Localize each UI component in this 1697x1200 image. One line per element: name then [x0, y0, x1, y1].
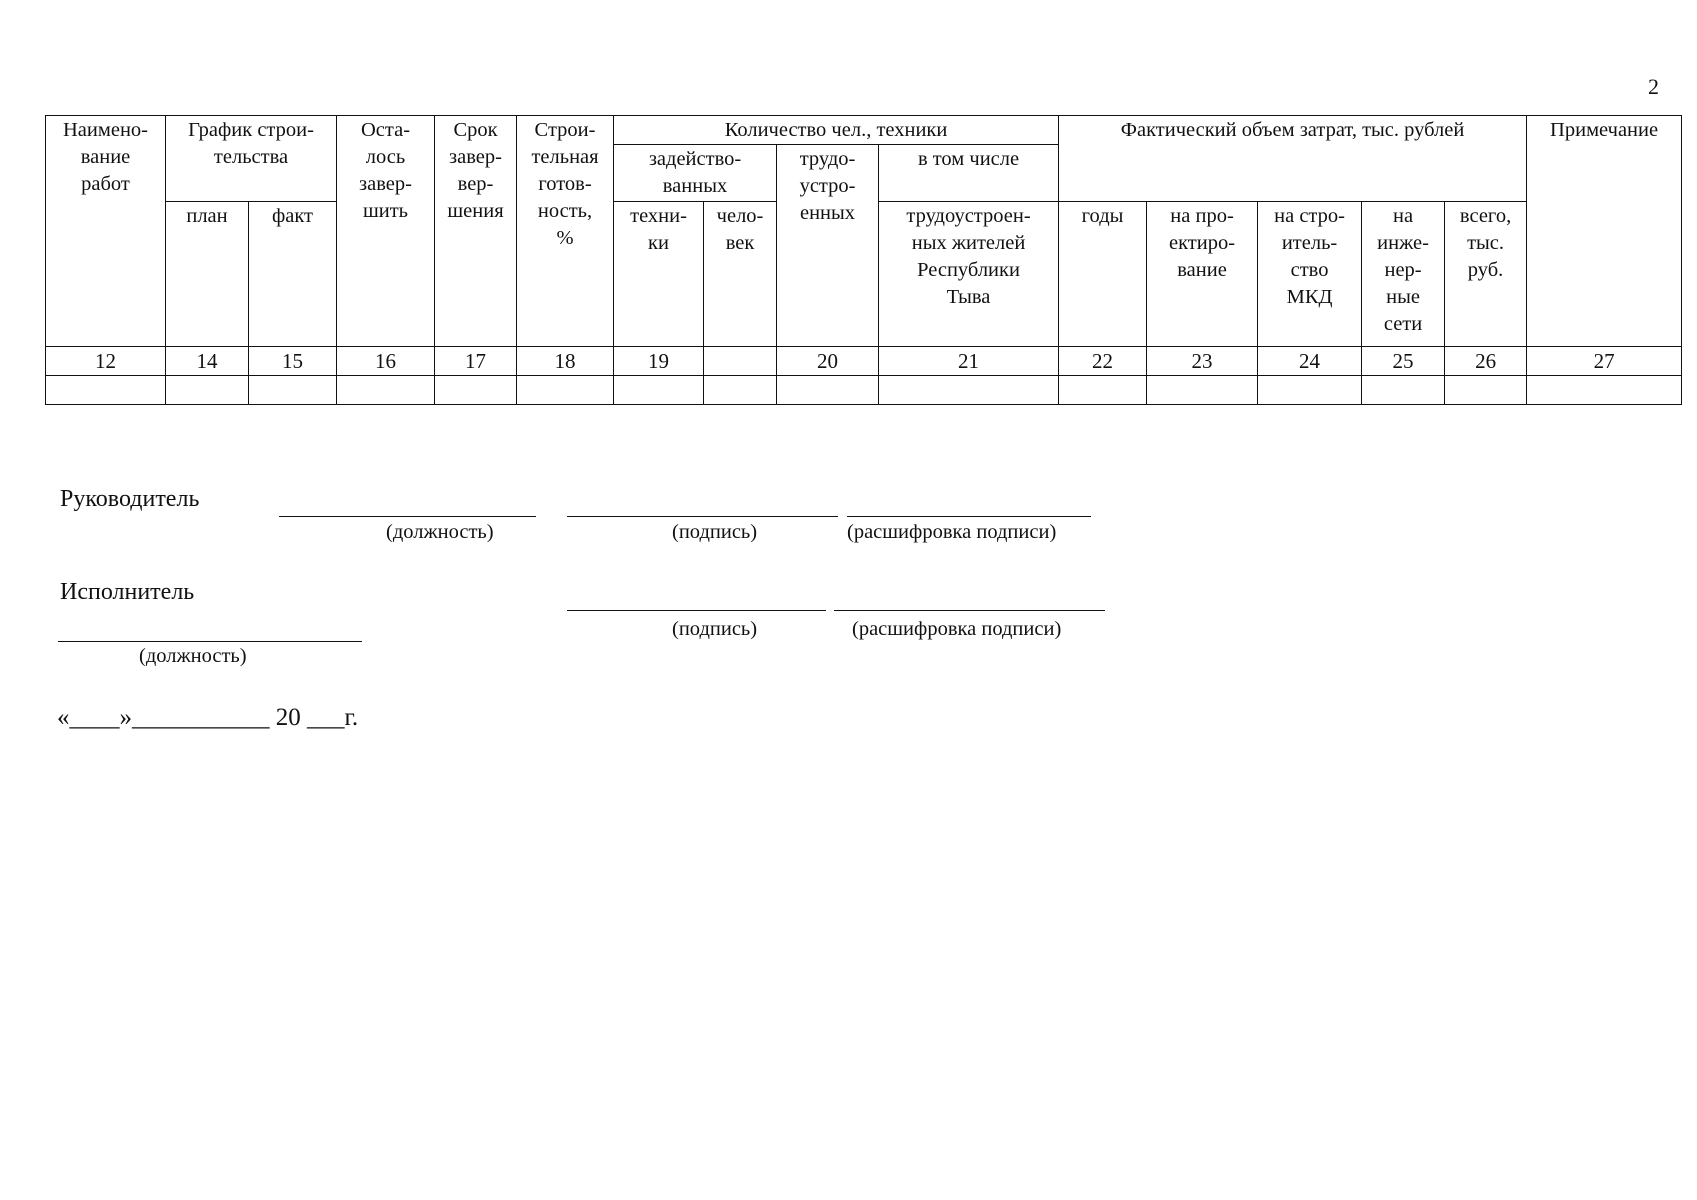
header-people-equipment-count: Количество чел., техники [614, 116, 1059, 145]
header-including: в том числе [879, 145, 1059, 202]
column-number: 17 [435, 347, 517, 376]
date-line[interactable]: «____»___________ 20 ___г. [57, 704, 359, 731]
header-construction-mkd: на стро- итель- ство МКД [1258, 202, 1362, 347]
column-number: 25 [1362, 347, 1445, 376]
empty-cell[interactable] [435, 376, 517, 405]
column-number: 12 [46, 347, 166, 376]
empty-cell[interactable] [166, 376, 249, 405]
empty-cell[interactable] [249, 376, 337, 405]
empty-data-row [46, 376, 1682, 405]
header-completion-term: Срок завер- вер- шения [435, 116, 517, 347]
head-decoding-caption: (расшифровка подписи) [847, 521, 1057, 543]
header-years: годы [1059, 202, 1147, 347]
header-people: чело- век [704, 202, 777, 347]
header-remaining: Оста- лось завер- шить [337, 116, 435, 347]
head-position-line[interactable] [279, 516, 536, 517]
empty-cell[interactable] [46, 376, 166, 405]
column-number: 24 [1258, 347, 1362, 376]
column-number: 20 [777, 347, 879, 376]
empty-cell[interactable] [1445, 376, 1527, 405]
column-numbers-row [46, 347, 1682, 376]
head-signature-line[interactable] [567, 516, 838, 517]
column-number: 19 [614, 347, 704, 376]
column-number: 21 [879, 347, 1059, 376]
executor-decoding-caption: (расшифровка подписи) [852, 618, 1062, 640]
empty-cell[interactable] [1059, 376, 1147, 405]
report-table [45, 115, 1682, 405]
column-number [704, 347, 777, 376]
column-number: 27 [1527, 347, 1682, 376]
empty-cell[interactable] [704, 376, 777, 405]
empty-cell[interactable] [879, 376, 1059, 405]
head-decoding-line[interactable] [847, 516, 1091, 517]
head-label: Руководитель [60, 486, 200, 512]
page-number: 2 [1648, 74, 1659, 99]
header-total: всего, тыс. руб. [1445, 202, 1527, 347]
header-note: Примечание [1527, 116, 1682, 347]
empty-cell[interactable] [1527, 376, 1682, 405]
empty-cell[interactable] [777, 376, 879, 405]
header-actual-costs: Фактический объем затрат, тыс. рублей [1059, 116, 1527, 202]
header-construction-schedule: График строи- тельства [166, 116, 337, 202]
header-work-name: Наимено- вание работ [46, 116, 166, 347]
empty-cell[interactable] [1147, 376, 1258, 405]
column-number: 15 [249, 347, 337, 376]
header-plan: план [166, 202, 249, 347]
executor-position-line[interactable] [58, 641, 362, 642]
column-number: 18 [517, 347, 614, 376]
header-involved: задейство- ванных [614, 145, 777, 202]
head-signature-caption: (подпись) [672, 521, 758, 543]
empty-cell[interactable] [517, 376, 614, 405]
header-employed: трудо- устро- енных [777, 145, 879, 347]
executor-decoding-line[interactable] [834, 610, 1105, 611]
executor-signature-line[interactable] [567, 610, 826, 611]
head-position-caption: (должность) [386, 521, 494, 543]
header-fact: факт [249, 202, 337, 347]
empty-cell[interactable] [614, 376, 704, 405]
empty-cell[interactable] [337, 376, 435, 405]
header-design: на про- ектиро- вание [1147, 202, 1258, 347]
executor-signature-caption: (подпись) [672, 618, 758, 640]
column-number: 16 [337, 347, 435, 376]
empty-cell[interactable] [1258, 376, 1362, 405]
empty-cell[interactable] [1362, 376, 1445, 405]
executor-label: Исполнитель [60, 579, 195, 605]
column-number: 23 [1147, 347, 1258, 376]
header-equipment: техни- ки [614, 202, 704, 347]
header-employed-residents: трудоустроен- ных жителей Республики Тыва [879, 202, 1059, 347]
executor-position-caption: (должность) [139, 645, 247, 667]
header-readiness: Строи- тельная готов- ность, % [517, 116, 614, 347]
header-engineering-networks: на инже- нер- ные сети [1362, 202, 1445, 347]
column-number: 22 [1059, 347, 1147, 376]
column-number: 26 [1445, 347, 1527, 376]
column-number: 14 [166, 347, 249, 376]
